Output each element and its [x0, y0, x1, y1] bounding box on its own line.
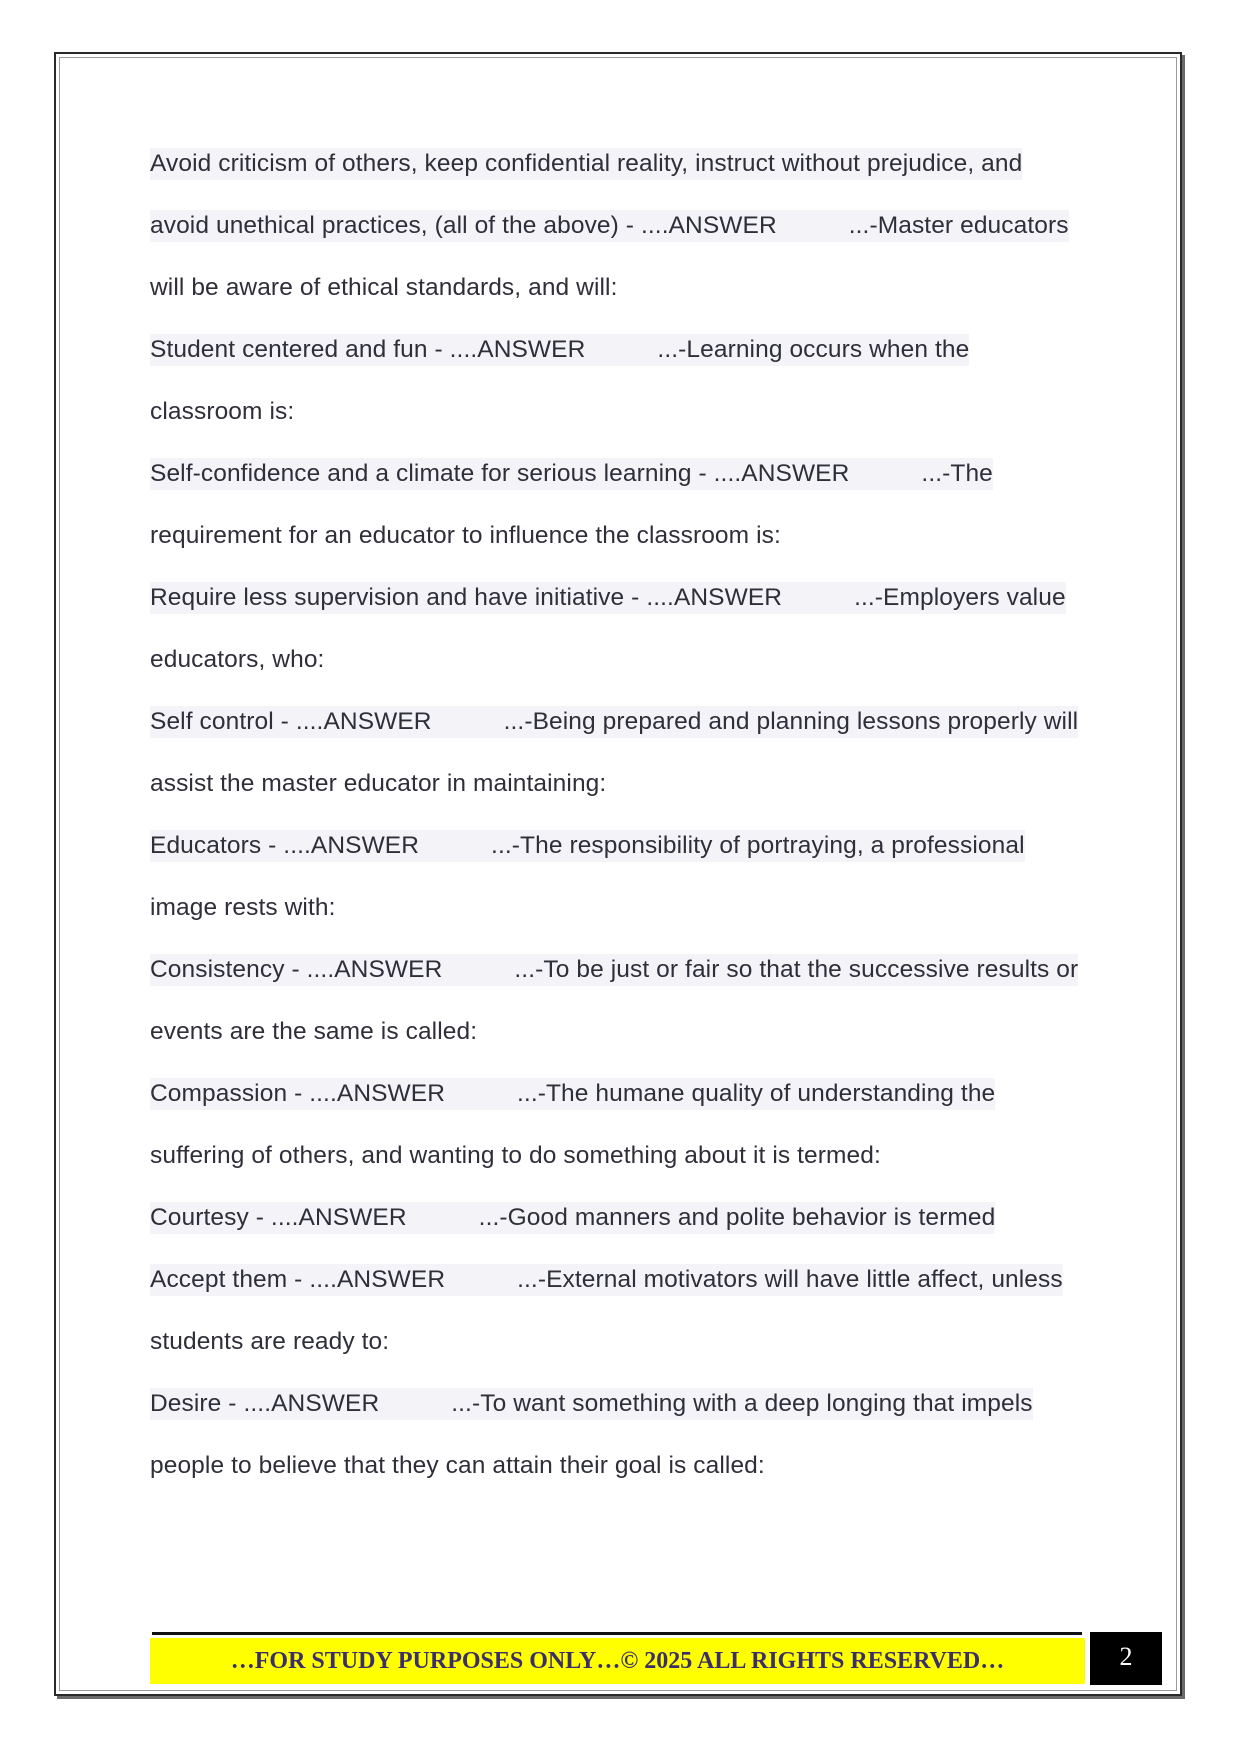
answer-line	[150, 458, 993, 490]
text-line	[150, 328, 1090, 390]
question-continuation: educators, who:	[150, 646, 325, 673]
answer-text: Self control - ....ANSWER	[150, 708, 432, 735]
answer-text: avoid unethical practices, (all of the above) - ....ANSWER	[150, 212, 777, 239]
qa-content	[150, 142, 1090, 1506]
text-line	[150, 1444, 1090, 1506]
question-text: ...-The humane quality of understanding the	[517, 1080, 996, 1107]
question-text: ...-To want something with a deep longing that impels	[451, 1390, 1033, 1417]
text-line	[150, 948, 1090, 1010]
answer-text: Require less supervision and have initiative - ....ANSWER	[150, 584, 783, 611]
answer-text: Self-confidence and a climate for serious learning - ....ANSWER	[150, 460, 850, 487]
question-continuation: requirement for an educator to influence the classroom is:	[150, 522, 781, 549]
question-continuation: will be aware of ethical standards, and will:	[150, 274, 618, 301]
text-line	[150, 576, 1090, 638]
answer-text: Accept them - ....ANSWER	[150, 1266, 446, 1293]
question-text: ...-To be just or fair so that the successive results or	[514, 956, 1079, 983]
answer-line	[150, 1264, 1063, 1296]
answer-line	[150, 706, 1078, 738]
text-line	[150, 1196, 1090, 1258]
footer-notice: …FOR STUDY PURPOSES ONLY…© 2025 ALL RIGHTS RESERVED…	[150, 1638, 1085, 1684]
answer-line	[150, 954, 1078, 986]
question-text: ...-Master educators	[848, 212, 1069, 239]
text-line	[150, 390, 1090, 452]
answer-text: Compassion - ....ANSWER	[150, 1080, 446, 1107]
text-line	[150, 1382, 1090, 1444]
answer-line	[150, 1078, 995, 1110]
text-line	[150, 1320, 1090, 1382]
answer-text: Consistency - ....ANSWER	[150, 956, 443, 983]
text-line-content: Avoid criticism of others, keep confidential reality, instruct without prejudice, and	[150, 148, 1022, 180]
question-text: ...-Learning occurs when the	[657, 336, 970, 363]
question-text: ...-The	[921, 460, 993, 487]
question-continuation: classroom is:	[150, 398, 295, 425]
question-continuation: students are ready to:	[150, 1328, 390, 1355]
question-continuation: events are the same is called:	[150, 1018, 478, 1045]
answer-text: Courtesy - ....ANSWER	[150, 1204, 407, 1231]
text-line	[150, 1134, 1090, 1196]
text-line	[150, 514, 1090, 576]
text-line	[150, 1072, 1090, 1134]
text-line	[150, 886, 1090, 948]
answer-line	[150, 582, 1066, 614]
question-continuation: suffering of others, and wanting to do something about it is termed:	[150, 1142, 881, 1169]
text-line	[150, 266, 1090, 328]
text-line	[150, 762, 1090, 824]
answer-text: Desire - ....ANSWER	[150, 1390, 380, 1417]
question-text: ...-External motivators will have little affect, unless	[517, 1266, 1063, 1293]
question-text: ...-The responsibility of portraying, a professional	[491, 832, 1025, 859]
answer-line	[150, 334, 969, 366]
text-line	[150, 824, 1090, 886]
question-continuation: people to believe that they can attain their goal is called:	[150, 1452, 765, 1479]
question-continuation: image rests with:	[150, 894, 336, 921]
question-text: ...-Being prepared and planning lessons properly will	[503, 708, 1079, 735]
question-text: ...-Good manners and polite behavior is termed	[478, 1204, 996, 1231]
text-line	[150, 452, 1090, 514]
question-continuation: assist the master educator in maintaining:	[150, 770, 607, 797]
answer-line	[150, 1202, 995, 1234]
page-number: 2	[1090, 1632, 1162, 1685]
text-line	[150, 1258, 1090, 1320]
footer-rule	[152, 1632, 1082, 1635]
answer-text: Student centered and fun - ....ANSWER	[150, 336, 586, 363]
answer-line	[150, 1388, 1033, 1420]
text-line	[150, 700, 1090, 762]
text-line	[150, 1010, 1090, 1072]
answer-text: Educators - ....ANSWER	[150, 832, 420, 859]
answer-line	[150, 210, 1069, 242]
text-line	[150, 638, 1090, 700]
question-text: ...-Employers value	[854, 584, 1066, 611]
text-line	[150, 204, 1090, 266]
text-line	[150, 142, 1090, 204]
answer-line	[150, 830, 1025, 862]
